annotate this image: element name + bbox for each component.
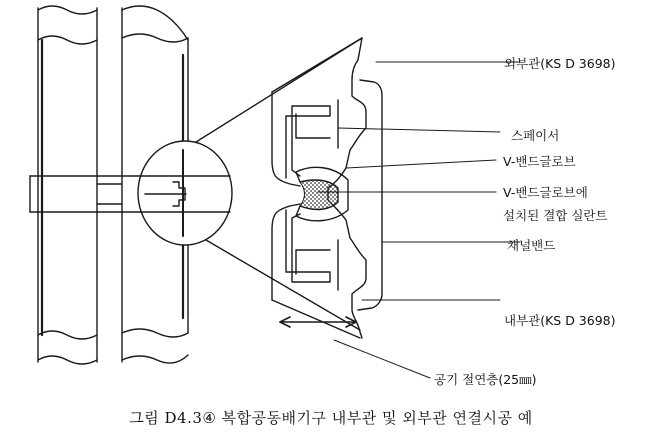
projection-line-bottom — [206, 240, 360, 330]
leader-lines — [318, 62, 520, 378]
label-sealant-line2: 설치된 결합 실란트 — [503, 208, 608, 223]
channel-band-strap — [358, 80, 382, 310]
label-inner-pipe: 내부관(KS D 3698) — [504, 313, 616, 328]
label-air-insulation: 공기 절연층(25㎜) — [434, 372, 537, 387]
label-sealant-line1: V-밴드글로브에 — [503, 185, 588, 200]
sealant-fill — [300, 180, 338, 209]
air-gap-dimension-arrow — [280, 317, 356, 327]
label-channel-band: 채널밴드 — [507, 238, 556, 253]
figure-caption: 그림 D4.3④ 복합공동배기구 내부관 및 외부관 연결시공 예 — [129, 409, 533, 427]
label-spacer: 스페이서 — [511, 128, 560, 143]
label-v-band-gloves: V-밴드글로브 — [503, 154, 576, 169]
label-outer-pipe: 외부관(KS D 3698) — [504, 56, 616, 71]
